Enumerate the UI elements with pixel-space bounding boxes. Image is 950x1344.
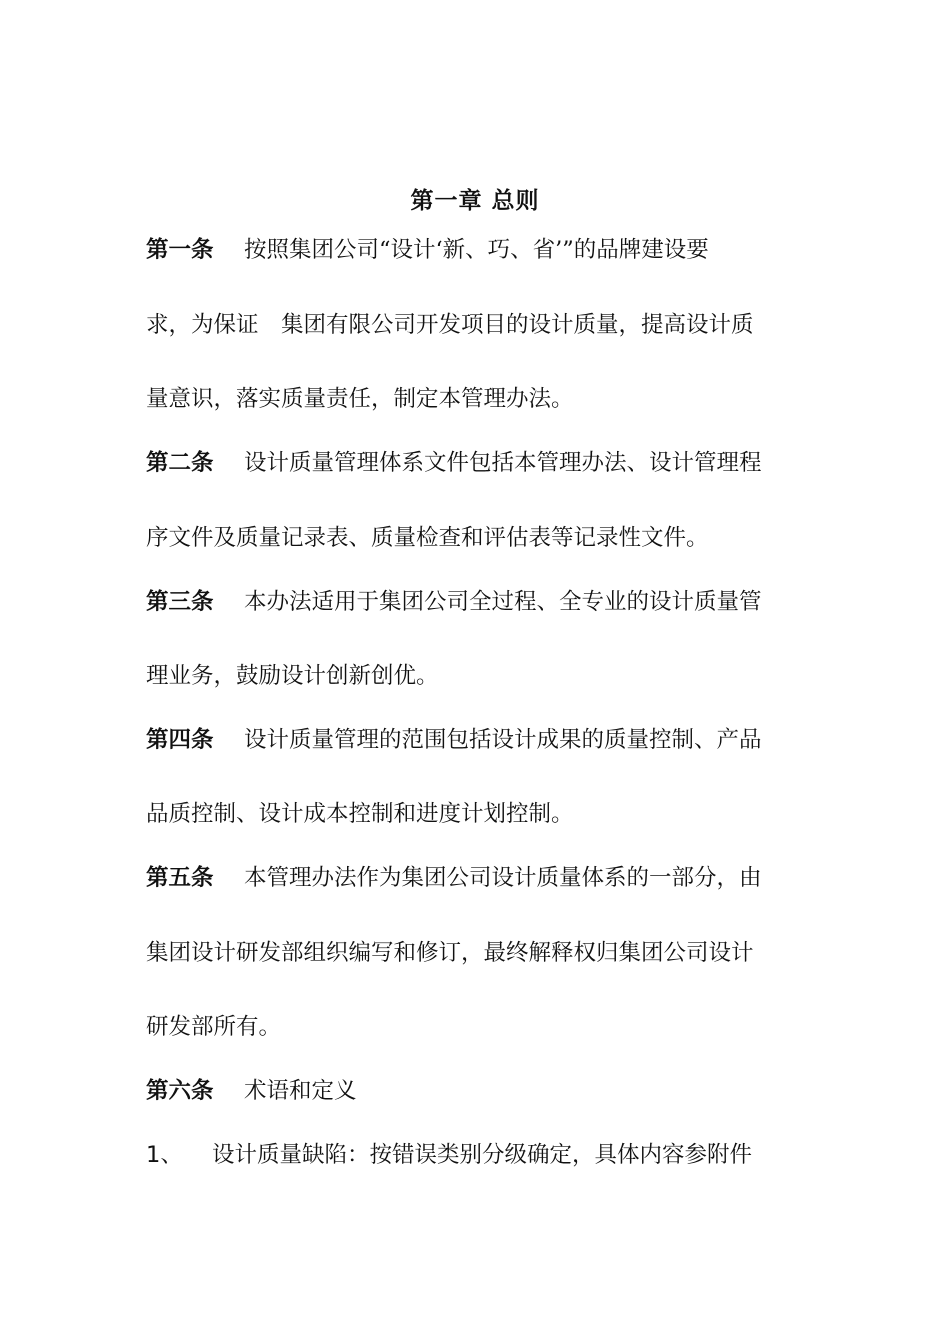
article-3-label: 第三条 [146,589,214,615]
chapter-title: 第一章 总则 [410,188,540,214]
article-6-line-1 [146,1076,357,1106]
item-1-line-1 [146,1140,752,1170]
article-3-text-line-1: 本办法适用于集团公司全过程、全专业的设计质量管 [244,589,762,615]
article-1-text-line-1: 按照集团公司“设计‘新、巧、省’”的品牌建设要 [244,237,709,263]
article-1-line-3 [146,384,574,414]
article-5-text-line-2: 集团设计研发部组织编写和修订，最终解释权归集团公司设计 [146,940,754,966]
article-3-text-line-2: 理业务，鼓励设计创新创优。 [146,663,439,689]
article-5-line-1 [146,863,762,893]
article-5-text-line-1: 本管理办法作为集团公司设计质量体系的一部分，由 [244,865,762,891]
article-1-line-1 [146,235,709,265]
article-1-text-line-3: 量意识，落实质量责任，制定本管理办法。 [146,386,574,412]
article-2-line-2 [146,523,709,553]
article-4-text-line-2: 品质控制、设计成本控制和进度计划控制。 [146,801,574,827]
article-6-text-line-1: 术语和定义 [244,1078,357,1104]
article-2-text-line-1: 设计质量管理体系文件包括本管理办法、设计管理程 [244,450,762,476]
article-5-line-2 [146,938,754,968]
article-1-label: 第一条 [146,237,214,263]
article-4-line-1 [146,725,762,755]
article-5-line-3 [146,1012,281,1042]
article-4-line-2 [146,799,574,829]
article-2-text-line-2: 序文件及质量记录表、质量检查和评估表等记录性文件。 [146,525,709,551]
article-2-line-1 [146,448,762,478]
item-1-number: 1、 [146,1142,183,1168]
article-4-label: 第四条 [146,727,214,753]
article-1-line-2 [146,310,754,340]
article-3-line-1 [146,587,762,617]
article-5-label: 第五条 [146,865,214,891]
item-1-text-line-1: 设计质量缺陷：按错误类别分级确定，具体内容参附件 [212,1142,753,1168]
article-1-text-line-2: 求，为保证 集团有限公司开发项目的设计质量，提高设计质 [146,312,754,338]
article-3-line-2 [146,661,439,691]
article-4-text-line-1: 设计质量管理的范围包括设计成果的质量控制、产品 [244,727,762,753]
article-2-label: 第二条 [146,450,214,476]
article-5-text-line-3: 研发部所有。 [146,1014,282,1040]
article-6-label: 第六条 [146,1078,214,1104]
